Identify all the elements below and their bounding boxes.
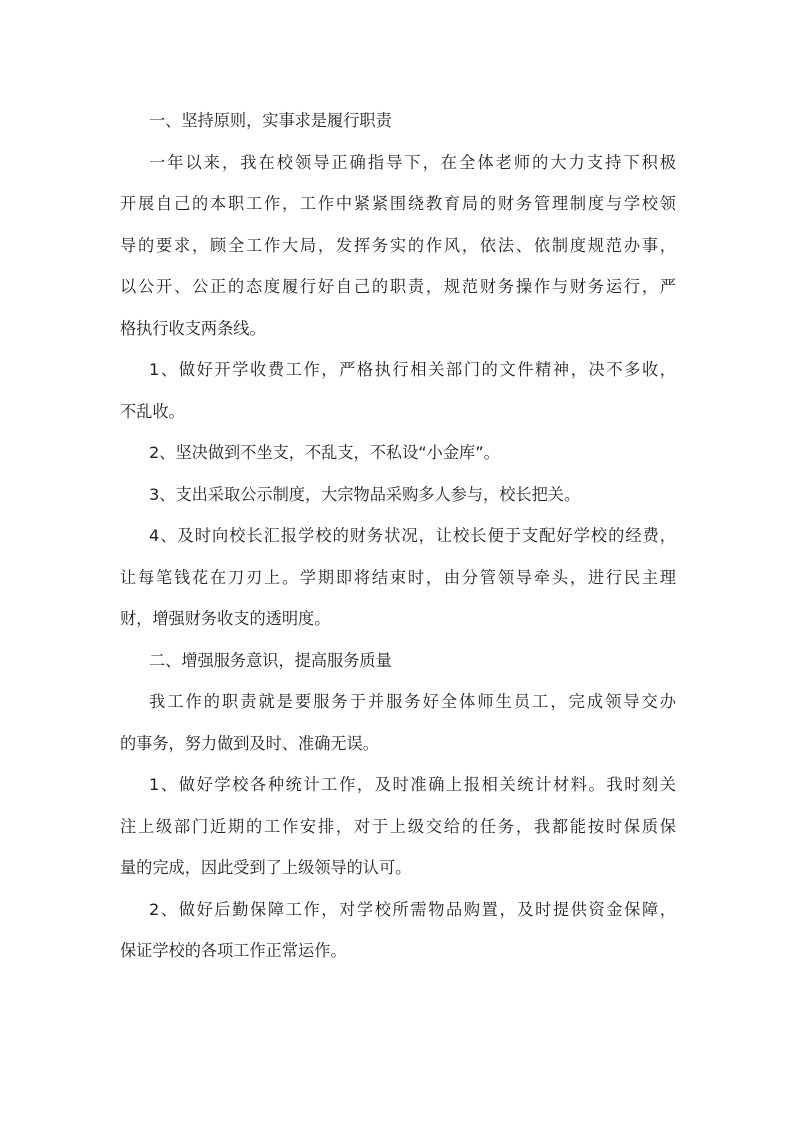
list-item-line: 1、做好学校各种统计工作，及时准确上报相关统计材料。我时刻关 bbox=[149, 775, 676, 794]
paragraph-line: 导的要求，顾全工作大局，发挥务实的作风，依法、依制度规范办事， bbox=[120, 235, 676, 255]
list-item-line: 财，增强财务收支的透明度。 bbox=[120, 609, 331, 628]
section-heading-2: 二、增强服务意识，提高服务质量 bbox=[149, 650, 392, 670]
list-item-line: 注上级部门近期的工作安排，对于上级交给的任务，我都能按时保质保 bbox=[120, 816, 676, 836]
list-item-line: 让每笔钱花在刀刃上。学期即将结束时，由分管领导牵头，进行民主理 bbox=[120, 567, 676, 587]
paragraph-line: 开展自己的本职工作，工作中紧紧围绕教育局的财务管理制度与学校领 bbox=[120, 194, 676, 213]
list-item-line: 不乱收。 bbox=[120, 401, 185, 421]
section-heading-1: 一、坚持原则，实事求是履行职责 bbox=[149, 111, 392, 130]
list-item-line: 4、及时向校长汇报学校的财务状况，让校长便于支配好学校的经费， bbox=[149, 526, 676, 545]
list-item-line: 2、做好后勤保障工作，对学校所需物品购置，及时提供资金保障， bbox=[149, 899, 676, 919]
paragraph-line: 一年以来，我在校领导正确指导下，在全体老师的大力支持下积极 bbox=[149, 152, 676, 172]
list-item-line: 3、支出采取公示制度，大宗物品采购多人参与，校长把关。 bbox=[149, 484, 581, 504]
list-item-line: 2、坚决做到不坐支，不乱支，不私设“小金库”。 bbox=[149, 443, 500, 462]
list-item-line: 保证学校的各项工作正常运作。 bbox=[120, 941, 347, 960]
list-item-line: 量的完成，因此受到了上级领导的认可。 bbox=[120, 858, 412, 877]
paragraph-line: 我工作的职责就是要服务于并服务好全体师生员工，完成领导交办 bbox=[149, 692, 676, 711]
document-body bbox=[120, 100, 676, 972]
paragraph-line: 格执行收支两条线。 bbox=[120, 318, 266, 338]
paragraph-line: 的事务，努力做到及时、准确无误。 bbox=[120, 733, 379, 753]
list-item-line: 1、做好开学收费工作，严格执行相关部门的文件精神，决不多收， bbox=[149, 360, 676, 379]
paragraph-line: 以公开、公正的态度履行好自己的职责，规范财务操作与财务运行，严 bbox=[120, 277, 676, 296]
